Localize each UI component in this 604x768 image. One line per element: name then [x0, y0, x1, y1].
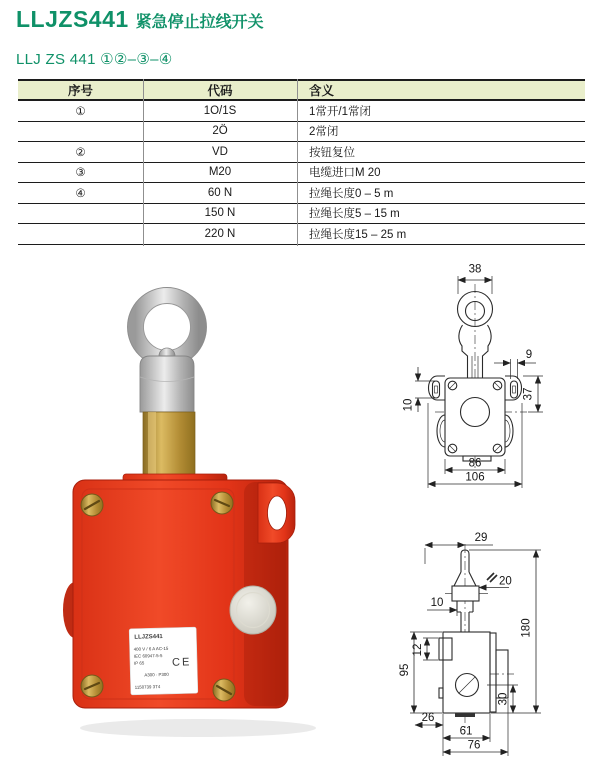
- dim-30: 30: [497, 692, 510, 706]
- dim-61: 61: [459, 725, 473, 738]
- product-name-cn: 紧急停止拉线开关: [135, 14, 264, 31]
- rating-label: [129, 627, 198, 695]
- page-title: [16, 6, 264, 33]
- cell-meaning: 按钮复位: [297, 142, 585, 163]
- dim-38: 38: [468, 263, 482, 276]
- product-model: LLJZS441: [16, 6, 129, 32]
- table-row: [18, 183, 585, 204]
- col-header-code: 代码: [143, 80, 297, 100]
- label-serial: 1150739 3T4: [134, 684, 161, 690]
- ordering-code-table-wrap: [18, 79, 585, 245]
- cell-code: M20: [143, 162, 297, 183]
- table-row: [18, 224, 585, 245]
- label-model: LLJZS441: [134, 633, 163, 641]
- label-ip: IP 65: [133, 660, 145, 666]
- dim-86: 86: [468, 457, 482, 470]
- front-view-drawing: [395, 252, 604, 490]
- side-view-drawing: [395, 520, 604, 768]
- dim-95: 95: [399, 663, 411, 677]
- label-standard: IEC 60947-5-5: [133, 653, 163, 659]
- table-row: [18, 100, 585, 121]
- cell-no: ④: [18, 183, 143, 204]
- ce-mark: CE: [171, 656, 192, 669]
- cell-code: 150 N: [143, 203, 297, 224]
- table-row: [18, 142, 585, 163]
- base-strip: [455, 713, 475, 717]
- cell-code: VD: [143, 142, 297, 163]
- cell-no: ①: [18, 100, 143, 121]
- dim-37: 37: [522, 387, 535, 401]
- dim-180: 180: [520, 618, 533, 638]
- cell-no: [18, 203, 143, 224]
- cell-code: 1O/1S: [143, 100, 297, 121]
- cell-meaning: 拉绳长度15 – 25 m: [297, 224, 585, 245]
- cell-code: 2Ö: [143, 121, 297, 142]
- cell-meaning: 电缆进口M 20: [297, 162, 585, 183]
- cell-code: 60 N: [143, 183, 297, 204]
- cell-no: [18, 121, 143, 142]
- dim-10: 10: [430, 597, 444, 609]
- order-code: LLJ ZS 441 ①②–③–④: [16, 51, 173, 68]
- col-header-no: 序号: [18, 80, 143, 100]
- cable-entry-plug: [230, 586, 276, 634]
- dim-9: 9: [525, 349, 533, 361]
- dim-12: 12: [412, 643, 424, 657]
- rope-symbol: [487, 573, 497, 582]
- swivel-cap: [140, 356, 194, 412]
- dim-10: 10: [402, 398, 415, 412]
- cell-meaning: 2常闭: [297, 121, 585, 142]
- mounting-lug: [258, 483, 295, 543]
- ordering-code-table: [18, 79, 585, 245]
- dim-76: 76: [467, 739, 481, 752]
- table-column-divider: [143, 79, 144, 246]
- product-photo: [48, 276, 338, 754]
- pull-rod-outline: [452, 550, 479, 632]
- cell-meaning: 拉绳长度0 – 5 m: [297, 183, 585, 204]
- eye-bolt-ring: [128, 288, 207, 367]
- cell-meaning: 拉绳长度5 – 15 m: [297, 203, 585, 224]
- table-row: [18, 203, 585, 224]
- cell-no: ③: [18, 162, 143, 183]
- dim-29: 29: [474, 532, 488, 544]
- col-header-meaning: 含义: [297, 80, 585, 100]
- table-column-divider: [297, 79, 298, 246]
- table-row: [18, 162, 585, 183]
- cell-meaning: 1常开/1常闭: [297, 100, 585, 121]
- cell-code: 220 N: [143, 224, 297, 245]
- dim-26: 26: [421, 712, 435, 724]
- dim-20: 20: [499, 575, 512, 588]
- photo-shadow: [80, 719, 316, 737]
- table-header-row: [18, 80, 585, 100]
- cell-no: ②: [18, 142, 143, 163]
- cell-no: [18, 224, 143, 245]
- label-rating: 400 V / 6 A AC-15: [133, 645, 169, 652]
- housing-outline: [445, 378, 505, 461]
- brass-shaft: [143, 412, 195, 480]
- dim-106: 106: [465, 471, 485, 484]
- table-row: [18, 121, 585, 142]
- label-utilization: A300 · P300: [144, 671, 169, 678]
